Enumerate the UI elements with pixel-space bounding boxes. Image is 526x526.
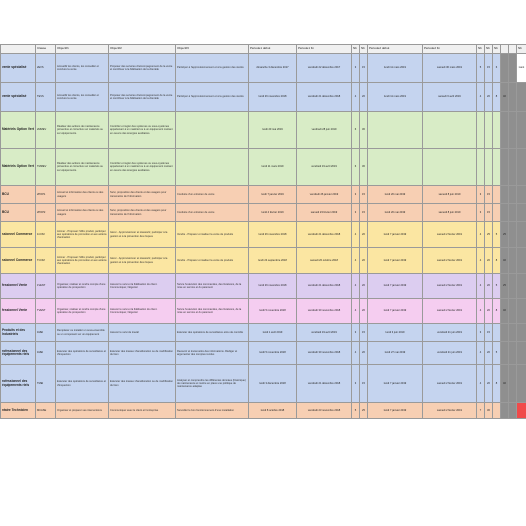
table-cell-section[interactable]: fessionnel Vente [1, 299, 36, 324]
table-cell-class[interactable]: TMMEV [36, 149, 56, 186]
table-cell-weeks-1[interactable]: 3 [352, 186, 360, 204]
table-cell-weeks-1[interactable]: 6 [352, 149, 360, 186]
col-header-d2[interactable]: Période2 début [368, 45, 423, 54]
table-cell-objective-2[interactable]: Assurer le suivi et la fidélisation du client. Communiquer, Négocier [109, 299, 176, 324]
table-cell-count-4[interactable] [501, 186, 509, 204]
table-cell-weeks-2[interactable]: 4 [477, 299, 485, 324]
table-cell-objective-2[interactable]: Gérer - Approvisionner et réassortir, participer à la gestion et à la prévention des risques [109, 248, 176, 274]
table-row [1, 342, 526, 365]
table-cell-count-5[interactable] [509, 222, 517, 248]
table-cell-class[interactable]: 1MEI [36, 324, 56, 342]
table-cell-days-1[interactable]: 25 [360, 403, 368, 419]
table-cell-count-5[interactable] [509, 324, 517, 342]
table-cell-extra[interactable] [517, 222, 526, 248]
table-cell-days-2[interactable]: 25 [485, 222, 493, 248]
table-cell-weeks-1[interactable]: 5 [352, 403, 360, 419]
table-cell-count-4[interactable]: 25 [501, 222, 509, 248]
table-cell-count-4[interactable] [501, 403, 509, 419]
table-cell-section[interactable]: Matériels Option Vert [1, 112, 36, 149]
table-cell-period1-start[interactable]: lundi 1 avril 2019 [249, 324, 297, 342]
table-cell-weeks-2[interactable]: 4 [477, 342, 485, 365]
table-cell-objective-2[interactable]: Contrôler et régler des systèmes ou sous-systèmes appartenant à un matériel ou à un équipement mettant en oeuvre des énergies auxiliaires. [109, 112, 176, 149]
table-cell-period1-end[interactable]: vendredi 21 décembre 2018 [297, 365, 352, 403]
table-cell-period1-end[interactable]: samedi 23 février 2019 [297, 204, 352, 222]
table-cell-count-5[interactable] [509, 403, 517, 419]
table-cell-period2-start[interactable]: lundi 27 mai 2019 [368, 342, 423, 365]
table-row [1, 83, 526, 112]
table-cell-class[interactable]: 2MMEV [36, 112, 56, 149]
table-cell-weeks-1[interactable]: 4 [352, 83, 360, 112]
table-cell-days-1[interactable]: 30 [360, 149, 368, 186]
table-cell-period2-start[interactable]: lundi 7 janvier 2019 [368, 274, 423, 299]
table-cell-period2-end[interactable]: vendredi 21 juin 2019 [423, 342, 477, 365]
table-cell-days-1[interactable]: 15 [360, 324, 368, 342]
table-cell-weeks-2[interactable]: 3 [477, 204, 485, 222]
table-cell-days-1[interactable]: 15 [360, 365, 368, 403]
table-cell-weeks-1[interactable]: 3 [352, 324, 360, 342]
table-cell-weeks-1[interactable]: 4 [352, 274, 360, 299]
table-cell-count-3[interactable] [493, 324, 501, 342]
table-cell-count-3[interactable] [493, 112, 501, 149]
table-cell-days-1[interactable]: 30 [360, 112, 368, 149]
table-cell-period2-start[interactable]: lundi 11 mars 2019 [368, 83, 423, 112]
table-cell-period2-start[interactable]: lundi 11 mars 2019 [368, 54, 423, 83]
table-cell-objective-3[interactable]: Surveiller le bon fonctionnement d'une installation [176, 403, 249, 419]
table-cell-period2-end[interactable]: samedi 2 février 2019 [423, 248, 477, 274]
table-cell-count-5[interactable] [509, 274, 517, 299]
table-cell-days-1[interactable]: 20 [360, 248, 368, 274]
table-cell-objective-3[interactable]: Recevoir et transmettre des informations. Rédiger et argumenter des comptes rendus [176, 342, 249, 365]
table-cell-period2-start[interactable] [368, 112, 423, 149]
table-cell-days-2[interactable] [485, 112, 493, 149]
table-cell-class[interactable]: TEVS [36, 83, 56, 112]
table-cell-objective-1[interactable]: Remplacer ou installer un sous-ensemble ou un composant sur un équipement [56, 324, 109, 342]
table-cell-period2-start[interactable]: lundi 7 janvier 2019 [368, 299, 423, 324]
table-cell-period2-end[interactable]: samedi 2 février 2019 [423, 403, 477, 419]
col-header-obj3[interactable]: Objectif3 [176, 45, 249, 54]
table-cell-count-3[interactable]: 5 [493, 222, 501, 248]
table-cell-objective-2[interactable]: Suivi, proposition des clients et des usagers pour transmettre de l'information [109, 186, 176, 204]
table-cell-count-3[interactable] [493, 149, 501, 186]
table-cell-weeks-2[interactable]: 5 [477, 54, 485, 83]
table-cell-period1-end[interactable]: samedi 20 octobre 2018 [297, 248, 352, 274]
table-cell-count-4[interactable] [501, 342, 509, 365]
table-cell-weeks-1[interactable]: 6 [352, 112, 360, 149]
table-cell-objective-1[interactable]: Réaliser des actions de maintenance préventive et corrective sur matériels ou sur équipements. [56, 112, 109, 149]
table-row [1, 299, 526, 324]
table-cell-objective-1[interactable]: Animer - Proposer l'offre produit, participer aux opérations de promotion et aux actions d'animation [56, 222, 109, 248]
table-cell-period1-end[interactable]: vendredi 19 avril 2019 [297, 149, 352, 186]
table-cell-weeks-2[interactable]: 4 [477, 274, 485, 299]
table-cell-weeks-2[interactable] [477, 149, 485, 186]
table-cell-objective-1[interactable]: Organiser et préparer ses interventions [56, 403, 109, 419]
table-row [1, 248, 526, 274]
table-cell-count-4[interactable]: 25 [501, 274, 509, 299]
table-cell-count-3[interactable]: 8 [493, 83, 501, 112]
col-header-n1[interactable]: Nb [352, 45, 360, 54]
table-cell-period1-start[interactable]: lundi 24 septembre 2018 [249, 248, 297, 274]
table-cell-class[interactable]: TVENT [36, 299, 56, 324]
col-header-x1[interactable] [501, 45, 509, 54]
table-cell-count-4[interactable]: 40 [501, 248, 509, 274]
table-cell-objective-3[interactable]: Exécuter des opérations de surveillance et/ou de contrôle [176, 324, 249, 342]
table-cell-period2-start[interactable]: lundi 7 janvier 2019 [368, 248, 423, 274]
table-cell-period2-start[interactable]: lundi 20 mai 2019 [368, 186, 423, 204]
table-cell-section[interactable]: ssionnel Commerce [1, 248, 36, 274]
table-cell-days-2[interactable]: 15 [485, 324, 493, 342]
table-cell-weeks-1[interactable]: 4 [352, 299, 360, 324]
table-cell-period1-start[interactable]: lundi 26 novembre 2018 [249, 83, 297, 112]
col-header-obj2[interactable]: Objectif2 [109, 45, 176, 54]
table-cell-section[interactable]: Matériels Option Vert [1, 149, 36, 186]
table-cell-count-5[interactable] [509, 248, 517, 274]
table-cell-days-2[interactable]: 20 [485, 274, 493, 299]
table-cell-section[interactable]: ssionnel Commerce [1, 222, 36, 248]
table-cell-objective-1[interactable]: Animer - Proposer l'offre produit, participer aux opérations de promotion et aux actions d'animation [56, 248, 109, 274]
table-cell-objective-1[interactable]: Exécuter des opérations de surveillance et d'inspection [56, 365, 109, 403]
table-cell-weeks-2[interactable]: 7 [477, 403, 485, 419]
table-cell-section[interactable]: Produits et des Industriels [1, 324, 36, 342]
table-cell-period2-end[interactable]: samedi 8 juin 2019 [423, 204, 477, 222]
table-cell-period1-end[interactable]: vendredi 21 décembre 2018 [297, 274, 352, 299]
table-cell-days-1[interactable]: 20 [360, 299, 368, 324]
table-cell-weeks-2[interactable]: 4 [477, 83, 485, 112]
col-header-lib[interactable] [1, 45, 36, 54]
table-cell-count-3[interactable]: 5 [493, 274, 501, 299]
table-cell-section[interactable]: vente spécialisé [1, 54, 36, 83]
stage-planning-table [0, 44, 526, 419]
table-cell-extra[interactable] [517, 149, 526, 186]
table-cell-extra[interactable]: ivant [517, 54, 526, 83]
table-cell-section[interactable]: vente spécialisé [1, 83, 36, 112]
table-row [1, 54, 526, 83]
table-cell-section[interactable]: rofessionnel des équipements riels [1, 342, 36, 365]
table-cell-class[interactable]: TMEI [36, 365, 56, 403]
table-cell-period1-end[interactable]: vendredi 22 décembre 2017 [297, 54, 352, 83]
table-cell-period1-end[interactable]: vendredi 30 novembre 2018 [297, 299, 352, 324]
header-row [1, 45, 526, 54]
table-cell-period1-start[interactable]: lundi 8 octobre 2018 [249, 403, 297, 419]
table-cell-objective-3[interactable]: Suivre l'exécution des commandes, des livraisons, de la mise en service et du paiement [176, 274, 249, 299]
table-cell-objective-3[interactable]: Analyser et comprendre les différentes données (historique) de maintenance et mettre en place une politique de maintenance adaptée [176, 365, 249, 403]
table-row [1, 324, 526, 342]
table-cell-period2-end[interactable]: samedi 2 février 2019 [423, 299, 477, 324]
table-cell-objective-2[interactable]: Assurer le suivi de travail [109, 324, 176, 342]
table-cell-objective-1[interactable]: Organiser, réaliser et rendre compte d'une opération de prospection [56, 274, 109, 299]
table-cell-days-2[interactable]: 15 [485, 54, 493, 83]
table-row [1, 204, 526, 222]
col-header-code[interactable]: Classe [36, 45, 56, 54]
table-body [1, 54, 526, 419]
table-cell-period2-start[interactable] [368, 149, 423, 186]
table-cell-class[interactable]: TCOM [36, 248, 56, 274]
table-cell-section[interactable]: fessionnel Vente [1, 274, 36, 299]
table-cell-extra[interactable] [517, 403, 526, 419]
table-cell-objective-2[interactable]: Exécuter des travaux d'amélioration ou de modification du bien [109, 365, 176, 403]
table-cell-objective-1[interactable]: Accueillir les clients, les conseiller et conclure la vente [56, 83, 109, 112]
table-cell-weeks-2[interactable]: 3 [477, 324, 485, 342]
table-cell-count-5[interactable] [509, 54, 517, 83]
table-cell-count-5[interactable] [509, 299, 517, 324]
table-cell-section[interactable]: rofessionnel des équipements riels [1, 365, 36, 403]
table-cell-count-4[interactable]: 40 [501, 83, 509, 112]
table-cell-objective-3[interactable] [176, 112, 249, 149]
table-cell-weeks-1[interactable]: 3 [352, 54, 360, 83]
table-cell-class[interactable]: 2POP2 [36, 204, 56, 222]
table-cell-period1-end[interactable]: vendredi 23 novembre 2018 [297, 403, 352, 419]
table-cell-count-4[interactable]: 40 [501, 365, 509, 403]
table-cell-objective-3[interactable]: Conduite d'un entretien de vente [176, 186, 249, 204]
table-cell-period1-start[interactable]: lundi 20 mai 2019 [249, 112, 297, 149]
table-cell-period2-end[interactable]: samedi 30 mars 2019 [423, 54, 477, 83]
table-cell-count-5[interactable] [509, 342, 517, 365]
table-cell-count-5[interactable] [509, 112, 517, 149]
table-cell-class[interactable]: MCASE [36, 403, 56, 419]
table-cell-period2-end[interactable]: samedi 2 février 2019 [423, 222, 477, 248]
table-cell-extra[interactable] [517, 274, 526, 299]
table-cell-extra[interactable] [517, 186, 526, 204]
table-cell-extra[interactable] [517, 365, 526, 403]
table-cell-weeks-2[interactable]: 4 [477, 248, 485, 274]
table-cell-objective-1[interactable]: Réaliser des actions de maintenance préventive et corrective sur matériels ou sur équipements. [56, 149, 109, 186]
col-header-extra[interactable]: Nb [517, 45, 526, 54]
table-cell-days-2[interactable]: 20 [485, 342, 493, 365]
table-cell-count-5[interactable] [509, 149, 517, 186]
table-cell-extra[interactable] [517, 112, 526, 149]
table-cell-count-4[interactable]: 40 [501, 299, 509, 324]
table-cell-count-3[interactable] [493, 403, 501, 419]
table-cell-objective-3[interactable]: Conduite d'un entretien de vente [176, 204, 249, 222]
table-cell-extra[interactable] [517, 204, 526, 222]
table-cell-days-2[interactable]: 15 [485, 186, 493, 204]
table-cell-period1-end[interactable]: vendredi 26 janvier 2019 [297, 186, 352, 204]
table-cell-count-3[interactable]: 8 [493, 248, 501, 274]
table-cell-class[interactable]: 1VENT [36, 274, 56, 299]
table-cell-section[interactable]: BCU [1, 204, 36, 222]
col-header-n2[interactable]: Nb [360, 45, 368, 54]
col-header-d1[interactable]: Période1 début [249, 45, 297, 54]
table-cell-objective-2[interactable]: Suivi, proposition des clients et des usagers pour transmettre de l'information [109, 204, 176, 222]
table-cell-period1-start[interactable]: lundi 11 mars 2019 [249, 149, 297, 186]
table-cell-period1-start[interactable]: lundi 26 novembre 2018 [249, 274, 297, 299]
table-cell-period2-end[interactable] [423, 112, 477, 149]
table-cell-objective-3[interactable]: Participer à l'approvisionnement et à la gestion des stocks [176, 54, 249, 83]
table-cell-days-2[interactable]: 20 [485, 299, 493, 324]
table-cell-class[interactable]: 2EVS [36, 54, 56, 83]
table-cell-period1-start[interactable]: lundi 4 février 2019 [249, 204, 297, 222]
table-cell-period2-start[interactable]: lundi 3 juin 2019 [368, 324, 423, 342]
table-cell-period1-start[interactable]: lundi 7 janvier 2019 [249, 186, 297, 204]
table-cell-weeks-1[interactable]: 4 [352, 222, 360, 248]
table-cell-weeks-2[interactable]: 4 [477, 222, 485, 248]
spreadsheet [0, 44, 526, 418]
table-cell-weeks-1[interactable]: 4 [352, 248, 360, 274]
table-cell-count-5[interactable] [509, 83, 517, 112]
table-cell-period2-start[interactable]: lundi 7 janvier 2019 [368, 222, 423, 248]
table-cell-weeks-2[interactable] [477, 112, 485, 149]
table-cell-period1-start[interactable]: lundi 26 novembre 2018 [249, 222, 297, 248]
table-cell-period2-start[interactable]: lundi 7 janvier 2019 [368, 365, 423, 403]
table-row [1, 222, 526, 248]
col-header-n4[interactable]: Nb [485, 45, 493, 54]
col-header-f2[interactable]: Période2 fin [423, 45, 477, 54]
table-cell-period1-end[interactable]: vendredi 28 juin 2019 [297, 112, 352, 149]
table-cell-days-1[interactable]: 15 [360, 204, 368, 222]
table-cell-count-3[interactable] [493, 204, 501, 222]
table-row [1, 112, 526, 149]
table-cell-period1-start[interactable]: dimanche 3 décembre 2017 [249, 54, 297, 83]
table-cell-days-1[interactable]: 15 [360, 186, 368, 204]
table-row [1, 186, 526, 204]
table-cell-days-1[interactable]: 20 [360, 274, 368, 299]
table-cell-objective-1[interactable]: Accueil et information des clients ou des usagers [56, 186, 109, 204]
table-cell-days-1[interactable]: 20 [360, 222, 368, 248]
table-cell-days-2[interactable]: 30 [485, 403, 493, 419]
table-cell-count-3[interactable]: 8 [493, 365, 501, 403]
table-row [1, 274, 526, 299]
table-cell-objective-1[interactable]: Accueil et information des clients ou des usagers [56, 204, 109, 222]
table-cell-class[interactable]: 1MEI [36, 342, 56, 365]
table-cell-period2-end[interactable]: samedi 2 février 2019 [423, 274, 477, 299]
table-cell-period2-end[interactable]: samedi 8 juin 2019 [423, 186, 477, 204]
table-cell-count-5[interactable] [509, 365, 517, 403]
table-cell-period2-end[interactable] [423, 149, 477, 186]
col-header-f1[interactable]: Période1 fin [297, 45, 352, 54]
table-cell-days-2[interactable]: 20 [485, 248, 493, 274]
table-cell-objective-2[interactable]: Contrôler et régler des systèmes ou sous-systèmes appartenant à un matériel ou à un équipement mettant en oeuvre des énergies auxiliaires. [109, 149, 176, 186]
table-cell-period1-start[interactable]: lundi 3 décembre 2018 [249, 365, 297, 403]
col-header-n5[interactable]: Nb [493, 45, 501, 54]
table-cell-period2-start[interactable]: lundi 20 mai 2019 [368, 204, 423, 222]
table-cell-weeks-2[interactable]: 4 [477, 365, 485, 403]
table-cell-period2-end[interactable]: vendredi 21 juin 2019 [423, 324, 477, 342]
table-cell-objective-3[interactable]: Suivre l'exécution des commandes, des livraisons, de la mise en service et du paiement [176, 299, 249, 324]
table-cell-extra[interactable] [517, 248, 526, 274]
table-cell-period2-end[interactable]: samedi 6 avril 2019 [423, 83, 477, 112]
table-cell-count-4[interactable] [501, 112, 509, 149]
table-cell-objective-2[interactable]: Gérer - Approvisionner et réassortir, participer à la gestion et à la prévention des risques [109, 222, 176, 248]
table-cell-days-2[interactable]: 20 [485, 83, 493, 112]
table-cell-extra[interactable] [517, 324, 526, 342]
table-cell-count-3[interactable] [493, 186, 501, 204]
table-cell-section[interactable]: ntaire Technicien [1, 403, 36, 419]
col-header-obj1[interactable]: Objectif1 [56, 45, 109, 54]
table-cell-objective-3[interactable]: Vendre - Préparer et réaliser la vente de produits [176, 248, 249, 274]
table-cell-count-4[interactable] [501, 324, 509, 342]
table-cell-days-1[interactable]: 20 [360, 83, 368, 112]
table-cell-objective-1[interactable]: Accueillir les clients, les conseiller et conclure la vente [56, 54, 109, 83]
table-row [1, 149, 526, 186]
table-cell-days-2[interactable]: 15 [485, 204, 493, 222]
table-cell-count-4[interactable] [501, 149, 509, 186]
table-cell-objective-2[interactable]: Communiquer avec le client et l'entreprise [109, 403, 176, 419]
table-cell-count-5[interactable] [509, 186, 517, 204]
table-cell-weeks-1[interactable]: 4 [352, 342, 360, 365]
table-cell-weeks-1[interactable]: 3 [352, 365, 360, 403]
table-cell-weeks-2[interactable]: 3 [477, 186, 485, 204]
table-cell-class[interactable]: 2POP1 [36, 186, 56, 204]
table-cell-period1-end[interactable]: vendredi 30 novembre 2018 [297, 342, 352, 365]
table-cell-period1-start[interactable]: lundi 5 novembre 2018 [249, 342, 297, 365]
table-cell-count-4[interactable] [501, 204, 509, 222]
table-cell-objective-3[interactable]: Vendre - Préparer et réaliser la vente de produits [176, 222, 249, 248]
table-cell-period2-end[interactable]: samedi 2 février 2019 [423, 365, 477, 403]
table-cell-objective-1[interactable]: Exécuter des opérations de surveillance et d'inspection [56, 342, 109, 365]
table-cell-class[interactable]: 1COM [36, 222, 56, 248]
table-cell-extra[interactable] [517, 83, 526, 112]
table-cell-period1-end[interactable]: vendredi 21 décembre 2018 [297, 222, 352, 248]
table-row [1, 403, 526, 419]
table-cell-extra[interactable] [517, 299, 526, 324]
table-cell-count-3[interactable]: 6 [493, 54, 501, 83]
col-header-x2[interactable] [509, 45, 517, 54]
table-cell-count-5[interactable] [509, 204, 517, 222]
table-cell-weeks-1[interactable]: 3 [352, 204, 360, 222]
table-cell-days-1[interactable]: 20 [360, 342, 368, 365]
table-cell-count-3[interactable]: 5 [493, 342, 501, 365]
table-cell-section[interactable]: BCU [1, 186, 36, 204]
table-cell-objective-2[interactable]: Proposer des services d'accompagnement de la vente et contribuer à la fidélisation de la clientèle [109, 83, 176, 112]
table-cell-count-3[interactable]: 8 [493, 299, 501, 324]
table-cell-count-4[interactable] [501, 54, 509, 83]
table-row [1, 365, 526, 403]
table-cell-objective-3[interactable]: Participer à l'approvisionnement et à la gestion des stocks [176, 83, 249, 112]
table-cell-days-2[interactable] [485, 149, 493, 186]
table-cell-objective-2[interactable]: Proposer des services d'accompagnement de la vente et contribuer à la fidélisation de la clientèle [109, 54, 176, 83]
table-cell-days-1[interactable]: 15 [360, 54, 368, 83]
table-cell-days-2[interactable]: 20 [485, 365, 493, 403]
table-cell-period2-start[interactable]: lundi 7 janvier 2019 [368, 403, 423, 419]
table-cell-period1-end[interactable]: vendredi 21 décembre 2018 [297, 83, 352, 112]
table-cell-objective-2[interactable]: Assurer le suivi et la fidélisation du client. Communiquer, Négocier [109, 274, 176, 299]
table-cell-extra[interactable] [517, 342, 526, 365]
table-cell-objective-1[interactable]: Organiser, réaliser et rendre compte d'une opération de prospection [56, 299, 109, 324]
table-cell-objective-3[interactable] [176, 149, 249, 186]
table-cell-period1-end[interactable]: vendredi 19 avril 2019 [297, 324, 352, 342]
table-cell-objective-2[interactable]: Exécuter des travaux d'amélioration ou de modification du bien [109, 342, 176, 365]
table-cell-period1-start[interactable]: lundi 5 novembre 2018 [249, 299, 297, 324]
col-header-n3[interactable]: Nb [477, 45, 485, 54]
